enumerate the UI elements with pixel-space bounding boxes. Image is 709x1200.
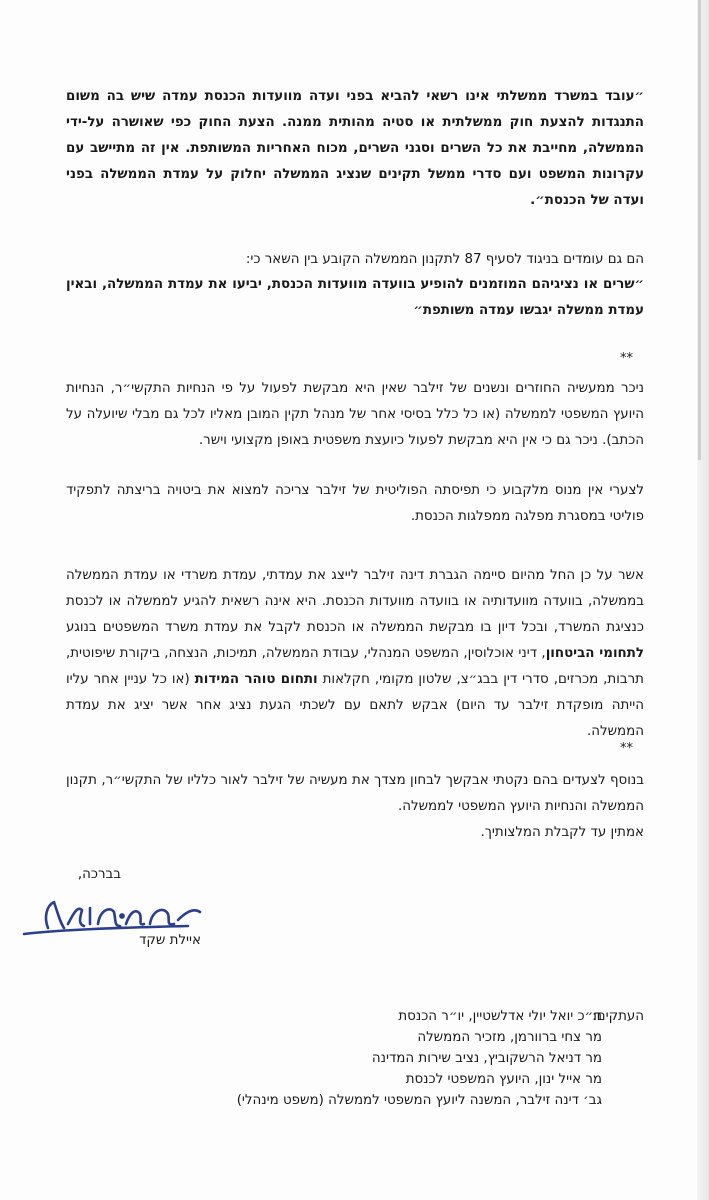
paragraph-conduct (66, 376, 644, 454)
signer-name: איילת שקד (139, 933, 201, 948)
scroll-indicator (698, 0, 701, 460)
intro-text: הם גם עומדים בניגוד לסעיף 87 לתקנון הממשלה הקובע בין השאר כי: (245, 252, 644, 267)
paragraph-text (66, 563, 644, 745)
regulation-intro (66, 247, 644, 273)
paragraph-text: בנוסף לצעדים בהם נקטתי אבקשך לבחון מצדך את מעשיה של זילבר לאור כלליו של התקשי״ר, תקנון הממשלה והנחיות היועץ המשפטי לממשלה. (66, 773, 644, 814)
section-separator: ** (620, 741, 633, 756)
paragraph-political (66, 478, 644, 530)
greeting: בברכה, (77, 867, 121, 882)
page-edge (697, 0, 709, 1200)
paragraph-text: ניכר ממעשיה החוזרים ונשנים של זילבר שאין היא מבקשת לפעול על פי הנחיות התקשי״ר, הנחיות היועץ המשפטי לממשלה (או כל כלל בסיסי אחר של מנהל תקין המובן מאליו לכל גם מבלי שיועלה על הכתב). ניכר גם כי אין היא מבקשת לפעול כיועצת משפטית באופן מקצועי וישר. (66, 381, 644, 448)
paragraph-text: לצערי אין מנוס מלקבוע כי תפיסתה הפוליטית של זילבר צריכה למצוא את ביטויה בריצתה לתפקיד פוליטי במסגרת מפלגה ממפלגות הכנסת. (66, 483, 644, 524)
text-run: , דיני אוכלוסין, המשפט המנהלי, עבודת הממשלה, תמיכות, הנצחה, ביקורת שיפוטית, תרבות, מכרזים, סדרי דין בבג״צ, שלטון מקומי, חקלאות (66, 646, 644, 687)
emphasis-security: לתחומי הביטחון (545, 646, 644, 661)
quote-text: ״שרים או נציגיהם המוזמנים להופיע בוועדה מוועדות הכנסת, יביעו את עמדת הממשלה, ובאין עמדת ממשלה יגבשו עמדה משותפת״ (66, 277, 644, 318)
quote-text: ״עובד במשרד ממשלתי אינו רשאי להביא בפני ועדה מוועדות הכנסת עמדה שיש בה משום התנגדות להצעת חוק ממשלתית או סטיה מהותית ממנה. הצעת החוק כפי שאושרה על-ידי הממשלה, מחייבת את כל השרים וסגני השרים, מכוח האחריות המשותפת. אין זה מתיישב עם עקרונות המשפט ועם סדרי ממשל תקינים שנציג הממשלה יחלוק על עמדת הממשלה בפני ועדה של הכנסת״. (66, 89, 644, 208)
paragraph-request (66, 768, 644, 846)
copies-list (150, 1006, 602, 1111)
closing-line: אמתין עד לקבלת המלצותיך. (480, 825, 644, 840)
list-item: מר דניאל הרשקוביץ, נציב שירות המדינה (371, 1051, 602, 1066)
section-separator: ** (620, 351, 633, 366)
text-run: (או כל עניין אחר עליו הייתה מופקדת זילבר עד היום) אבקש לתאם עם לשכתי הגעת נציג אחר אשר יציג את עמדת הממשלה. (66, 672, 644, 739)
paragraph-decision (66, 563, 644, 745)
list-item: מר צחי ברוורמן, מזכיר הממשלה (417, 1030, 602, 1045)
text-run: אשר על כן החל מהיום סיימה הגברת דינה זילבר לייצג את עמדתי, עמדת משרדי או עמדת הממשלה בממשלה, בוועדה מוועדותיה או בוועדה מוועדות הכנסת. היא אינה רשאית להגיע לממשלה או לכנסת כנציגת המשרד, ובכל דיון בו מבקשת הממשלה או הכנסת לקבל את עמדת משרד המשפטים בנוגע (66, 568, 644, 635)
list-item: ח״כ יואל יולי אדלשטיין, יו״ר הכנסת (398, 1009, 602, 1024)
list-item: גב׳ דינה זילבר, המשנה ליועץ המשפטי לממשלה (משפט מינהלי) (236, 1093, 602, 1108)
list-item: מר אייל ינון, היועץ המשפטי לכנסת (405, 1072, 602, 1087)
quoted-government-bylaw (66, 272, 644, 324)
quoted-regulation (66, 84, 644, 214)
emphasis-integrity: ותחום טוהר המידות (194, 672, 318, 687)
copies-label: העתקים: (592, 1009, 644, 1024)
